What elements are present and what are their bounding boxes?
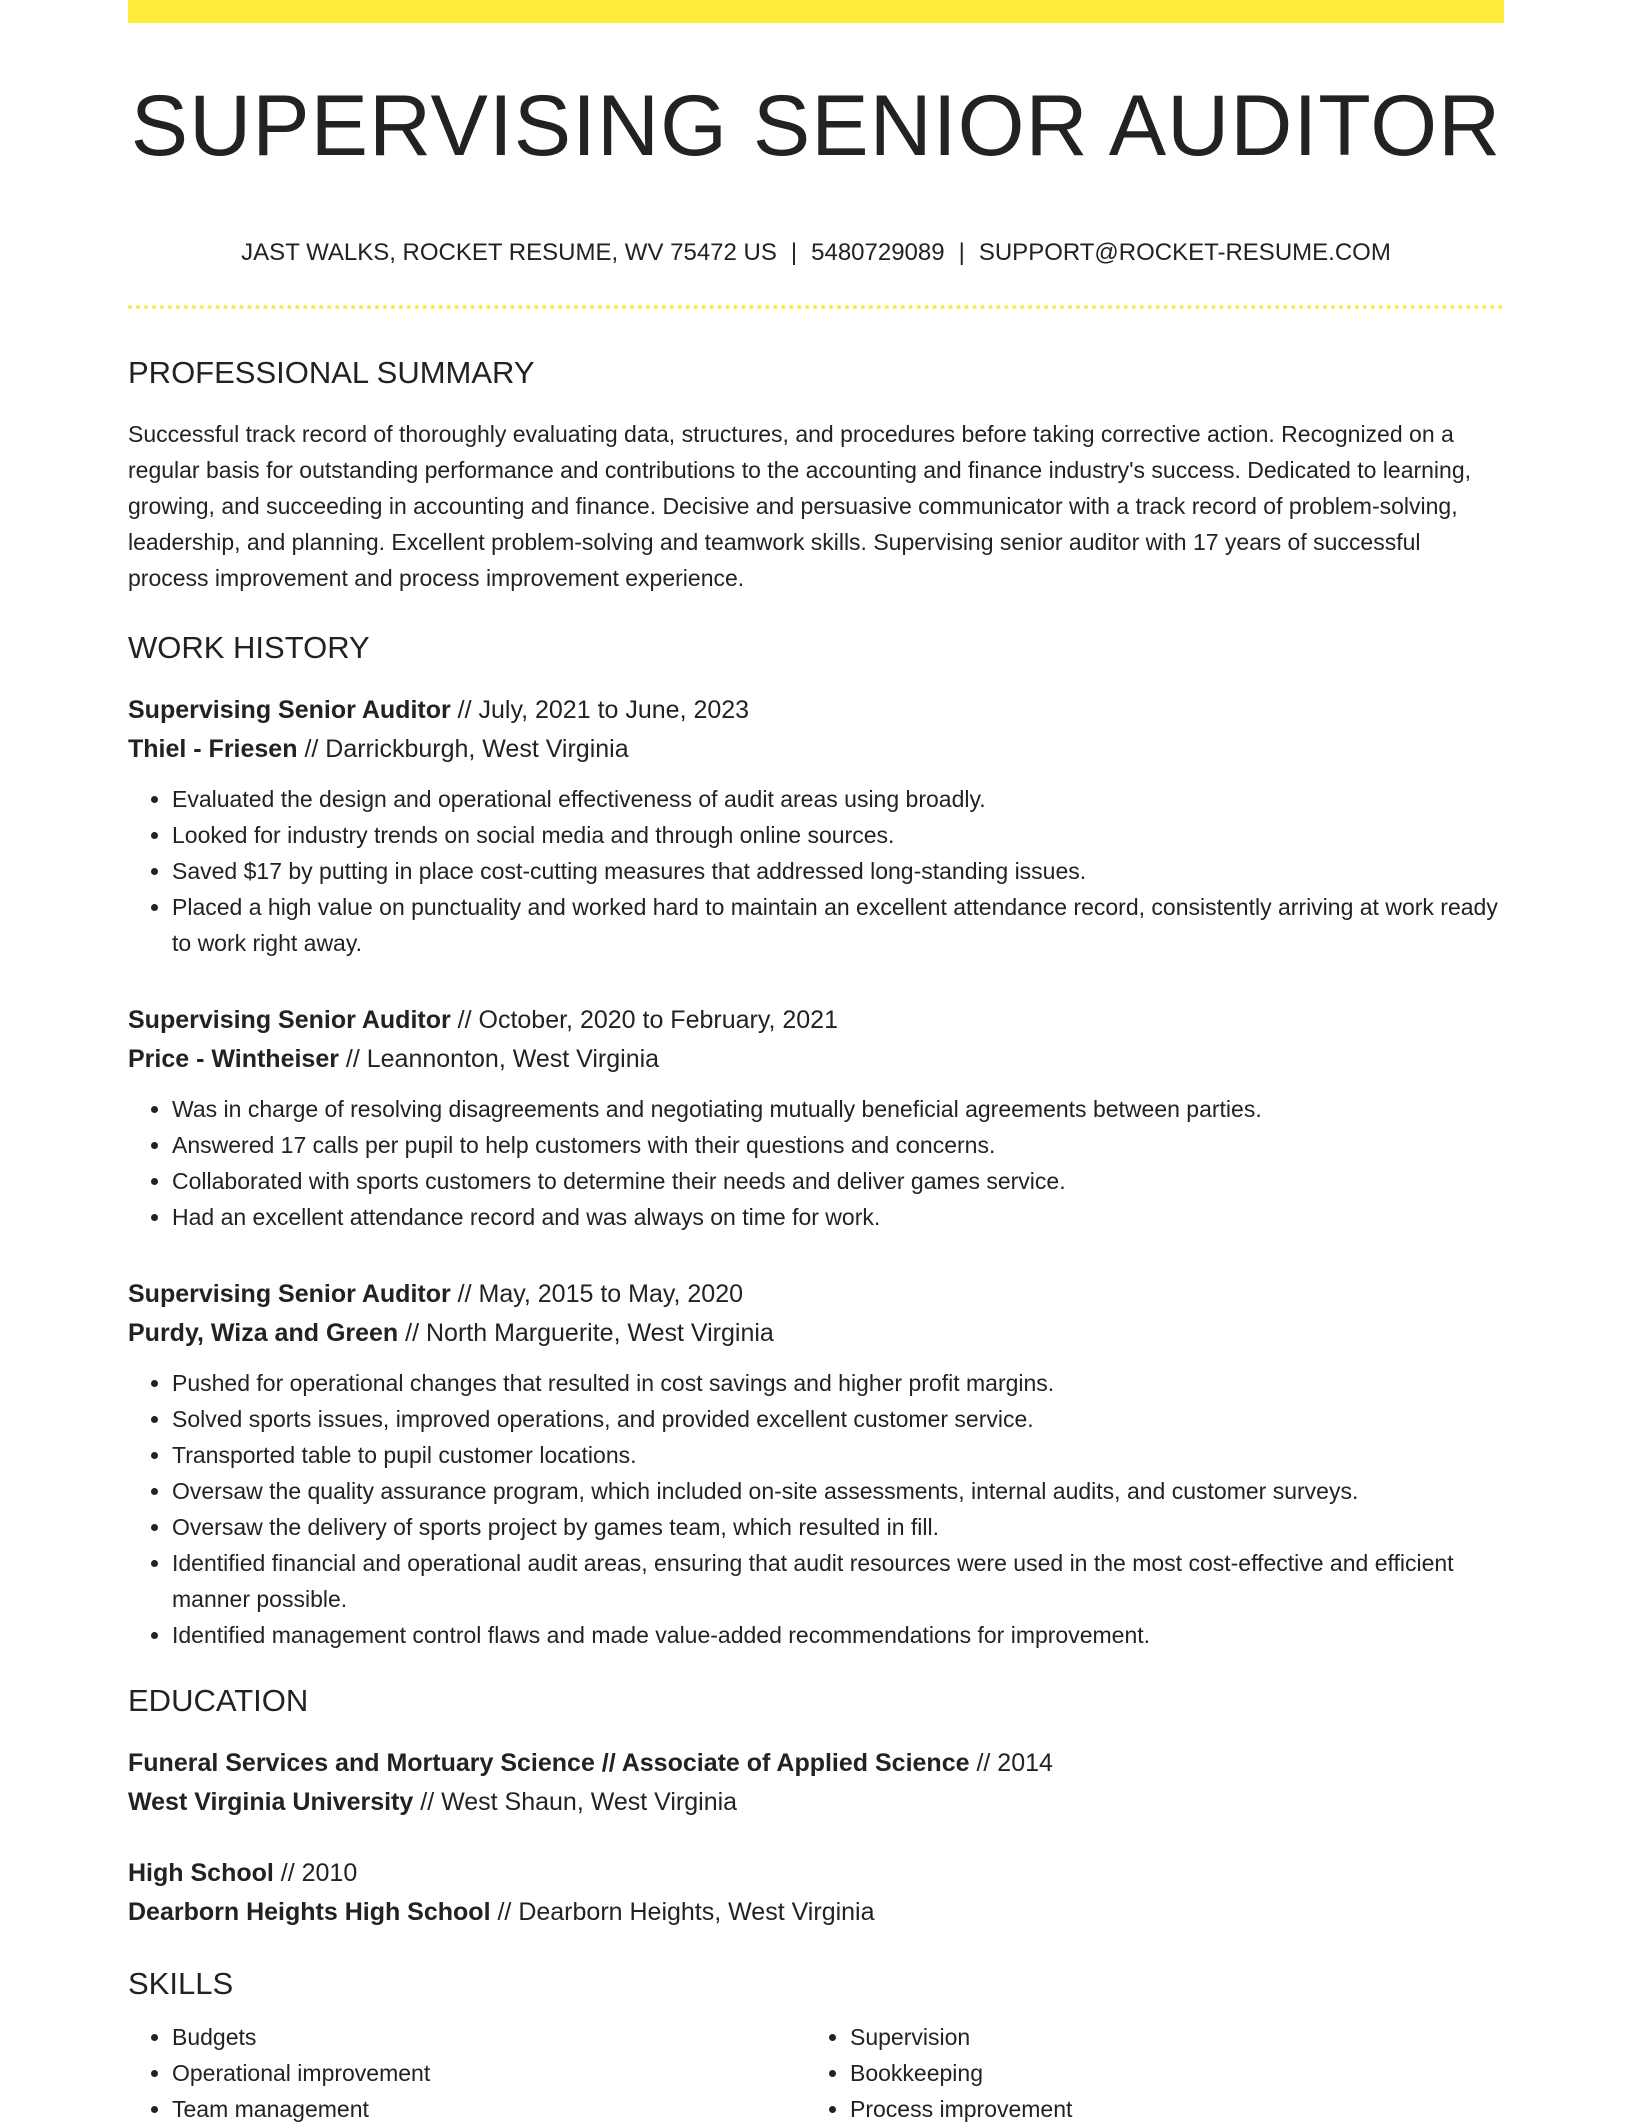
education-degree-line: [128, 1854, 1504, 1893]
job-title-line: [128, 691, 1504, 730]
job-role: Supervising Senior Auditor: [128, 1280, 451, 1308]
education-title: EDUCATION: [128, 1683, 309, 1718]
job-bullet: • Was in charge of resolving disagreements and negotiating mutually beneficial agreements between parties.: [172, 1091, 1504, 1127]
job-bullet: • Looked for industry trends on social media and through online sources.: [172, 817, 1504, 853]
job-bullet: • Evaluated the design and operational effectiveness of audit areas using broadly.: [172, 781, 1504, 817]
skill-item: • Supervision: [850, 2019, 1484, 2055]
skill-item: • Operational improvement: [172, 2055, 806, 2091]
resume-name: SUPERVISING SENIOR AUDITOR: [130, 78, 1502, 174]
education-location: // West Shaun, West Virginia: [420, 1788, 738, 1816]
job-bullet: • Had an excellent attendance record and was always on time for work.: [172, 1199, 1504, 1235]
job-bullets: [128, 1365, 1504, 1653]
skill-item: • Process improvement: [850, 2091, 1484, 2127]
skills-title: SKILLS: [128, 1966, 234, 2001]
education-location: // Dearborn Heights, West Virginia: [497, 1898, 875, 1926]
job-bullet: • Pushed for operational changes that resulted in cost savings and higher profit margins.: [172, 1365, 1504, 1401]
education-school-line: [128, 1893, 1504, 1932]
job-company-line: [128, 1040, 1504, 1079]
job-dates: // May, 2015 to May, 2020: [457, 1280, 744, 1308]
contact-phone: 5480729089: [811, 239, 945, 266]
job-company-line: [128, 730, 1504, 769]
job-bullet: • Collaborated with sports customers to determine their needs and deliver games service.: [172, 1163, 1504, 1199]
job-company: Thiel - Friesen: [128, 735, 298, 763]
skill-item: • Budgets: [172, 2019, 806, 2055]
education-entry: [128, 1744, 1504, 1822]
top-accent-bar: [128, 0, 1504, 23]
work-history-title: WORK HISTORY: [128, 630, 370, 665]
job-entry: [128, 1275, 1504, 1653]
skills-column-right: [806, 2019, 1484, 2127]
job-title-line: [128, 1001, 1504, 1040]
education-year: // 2010: [280, 1859, 358, 1887]
skills-list: [128, 2019, 1504, 2127]
summary-title: PROFESSIONAL SUMMARY: [128, 355, 535, 390]
job-role: Supervising Senior Auditor: [128, 1006, 451, 1034]
summary-text: Successful track record of thoroughly evaluating data, structures, and procedures before taking corrective action. Recognized on a regular basis for outstanding performance and contributions to the accounting and finance industry's success. Dedicated to learning, growing, and succeeding in accounting and finance. Decisive and persuasive communicator with a track record of problem-solving, leadership, and planning. Excellent problem-solving and teamwork skills. Supervising senior auditor with 17 years of successful process improvement and process improvement experience.: [128, 421, 1472, 591]
contact-separator: |: [790, 239, 798, 266]
job-dates: // July, 2021 to June, 2023: [457, 696, 750, 724]
education-degree: High School: [128, 1859, 274, 1887]
contact-separator: |: [958, 239, 965, 266]
job-bullet: • Oversaw the delivery of sports project by games team, which resulted in fill.: [172, 1509, 1504, 1545]
job-company: Price - Wintheiser: [128, 1045, 339, 1073]
job-bullet: • Saved $17 by putting in place cost-cutting measures that addressed long-standing issues.: [172, 853, 1504, 889]
skill-item: • Team management: [172, 2091, 806, 2127]
education-school: West Virginia University: [128, 1788, 414, 1816]
contact-address: JAST WALKS, ROCKET RESUME, WV 75472 US: [241, 239, 777, 266]
education-degree-line: [128, 1744, 1504, 1783]
job-bullet: • Transported table to pupil customer locations.: [172, 1437, 1504, 1473]
job-bullets: [128, 1091, 1504, 1235]
job-title-line: [128, 1275, 1504, 1314]
education-degree: Funeral Services and Mortuary Science // Associate of Applied Science: [128, 1749, 970, 1777]
job-bullet: • Identified financial and operational audit areas, ensuring that audit resources were used in the most cost-effective and efficient manner possible.: [172, 1545, 1504, 1617]
resume-page: [128, 0, 1504, 2127]
job-bullet: • Answered 17 calls per pupil to help customers with their questions and concerns.: [172, 1127, 1504, 1163]
education-school: Dearborn Heights High School: [128, 1898, 491, 1926]
job-bullet: • Identified management control flaws and made value-added recommendations for improvement.: [172, 1617, 1504, 1653]
skills-column-left: [128, 2019, 806, 2127]
header-divider: [128, 305, 1504, 309]
contact-email: SUPPORT@ROCKET-RESUME.COM: [978, 239, 1391, 266]
education-year: // 2014: [976, 1749, 1053, 1777]
skill-item: • Bookkeeping: [850, 2055, 1484, 2091]
job-bullet: • Oversaw the quality assurance program, which included on-site assessments, internal audits, and customer surveys.: [172, 1473, 1504, 1509]
contact-line: [128, 241, 1504, 265]
education-school-line: [128, 1783, 1504, 1822]
job-company-line: [128, 1314, 1504, 1353]
job-role: Supervising Senior Auditor: [128, 696, 451, 724]
job-bullet: • Solved sports issues, improved operations, and provided excellent customer service.: [172, 1401, 1504, 1437]
education-entry: [128, 1854, 1504, 1932]
job-dates: // October, 2020 to February, 2021: [457, 1006, 838, 1034]
job-location: // Leannonton, West Virginia: [345, 1045, 660, 1073]
job-entry: [128, 691, 1504, 961]
job-location: // North Marguerite, West Virginia: [405, 1319, 774, 1347]
job-entry: [128, 1001, 1504, 1235]
job-company: Purdy, Wiza and Green: [128, 1319, 399, 1347]
job-bullets: [128, 781, 1504, 961]
job-bullet: • Placed a high value on punctuality and worked hard to maintain an excellent attendance record, consistently arriving at work ready to work right away.: [172, 889, 1504, 961]
job-location: // Darrickburgh, West Virginia: [304, 735, 629, 763]
